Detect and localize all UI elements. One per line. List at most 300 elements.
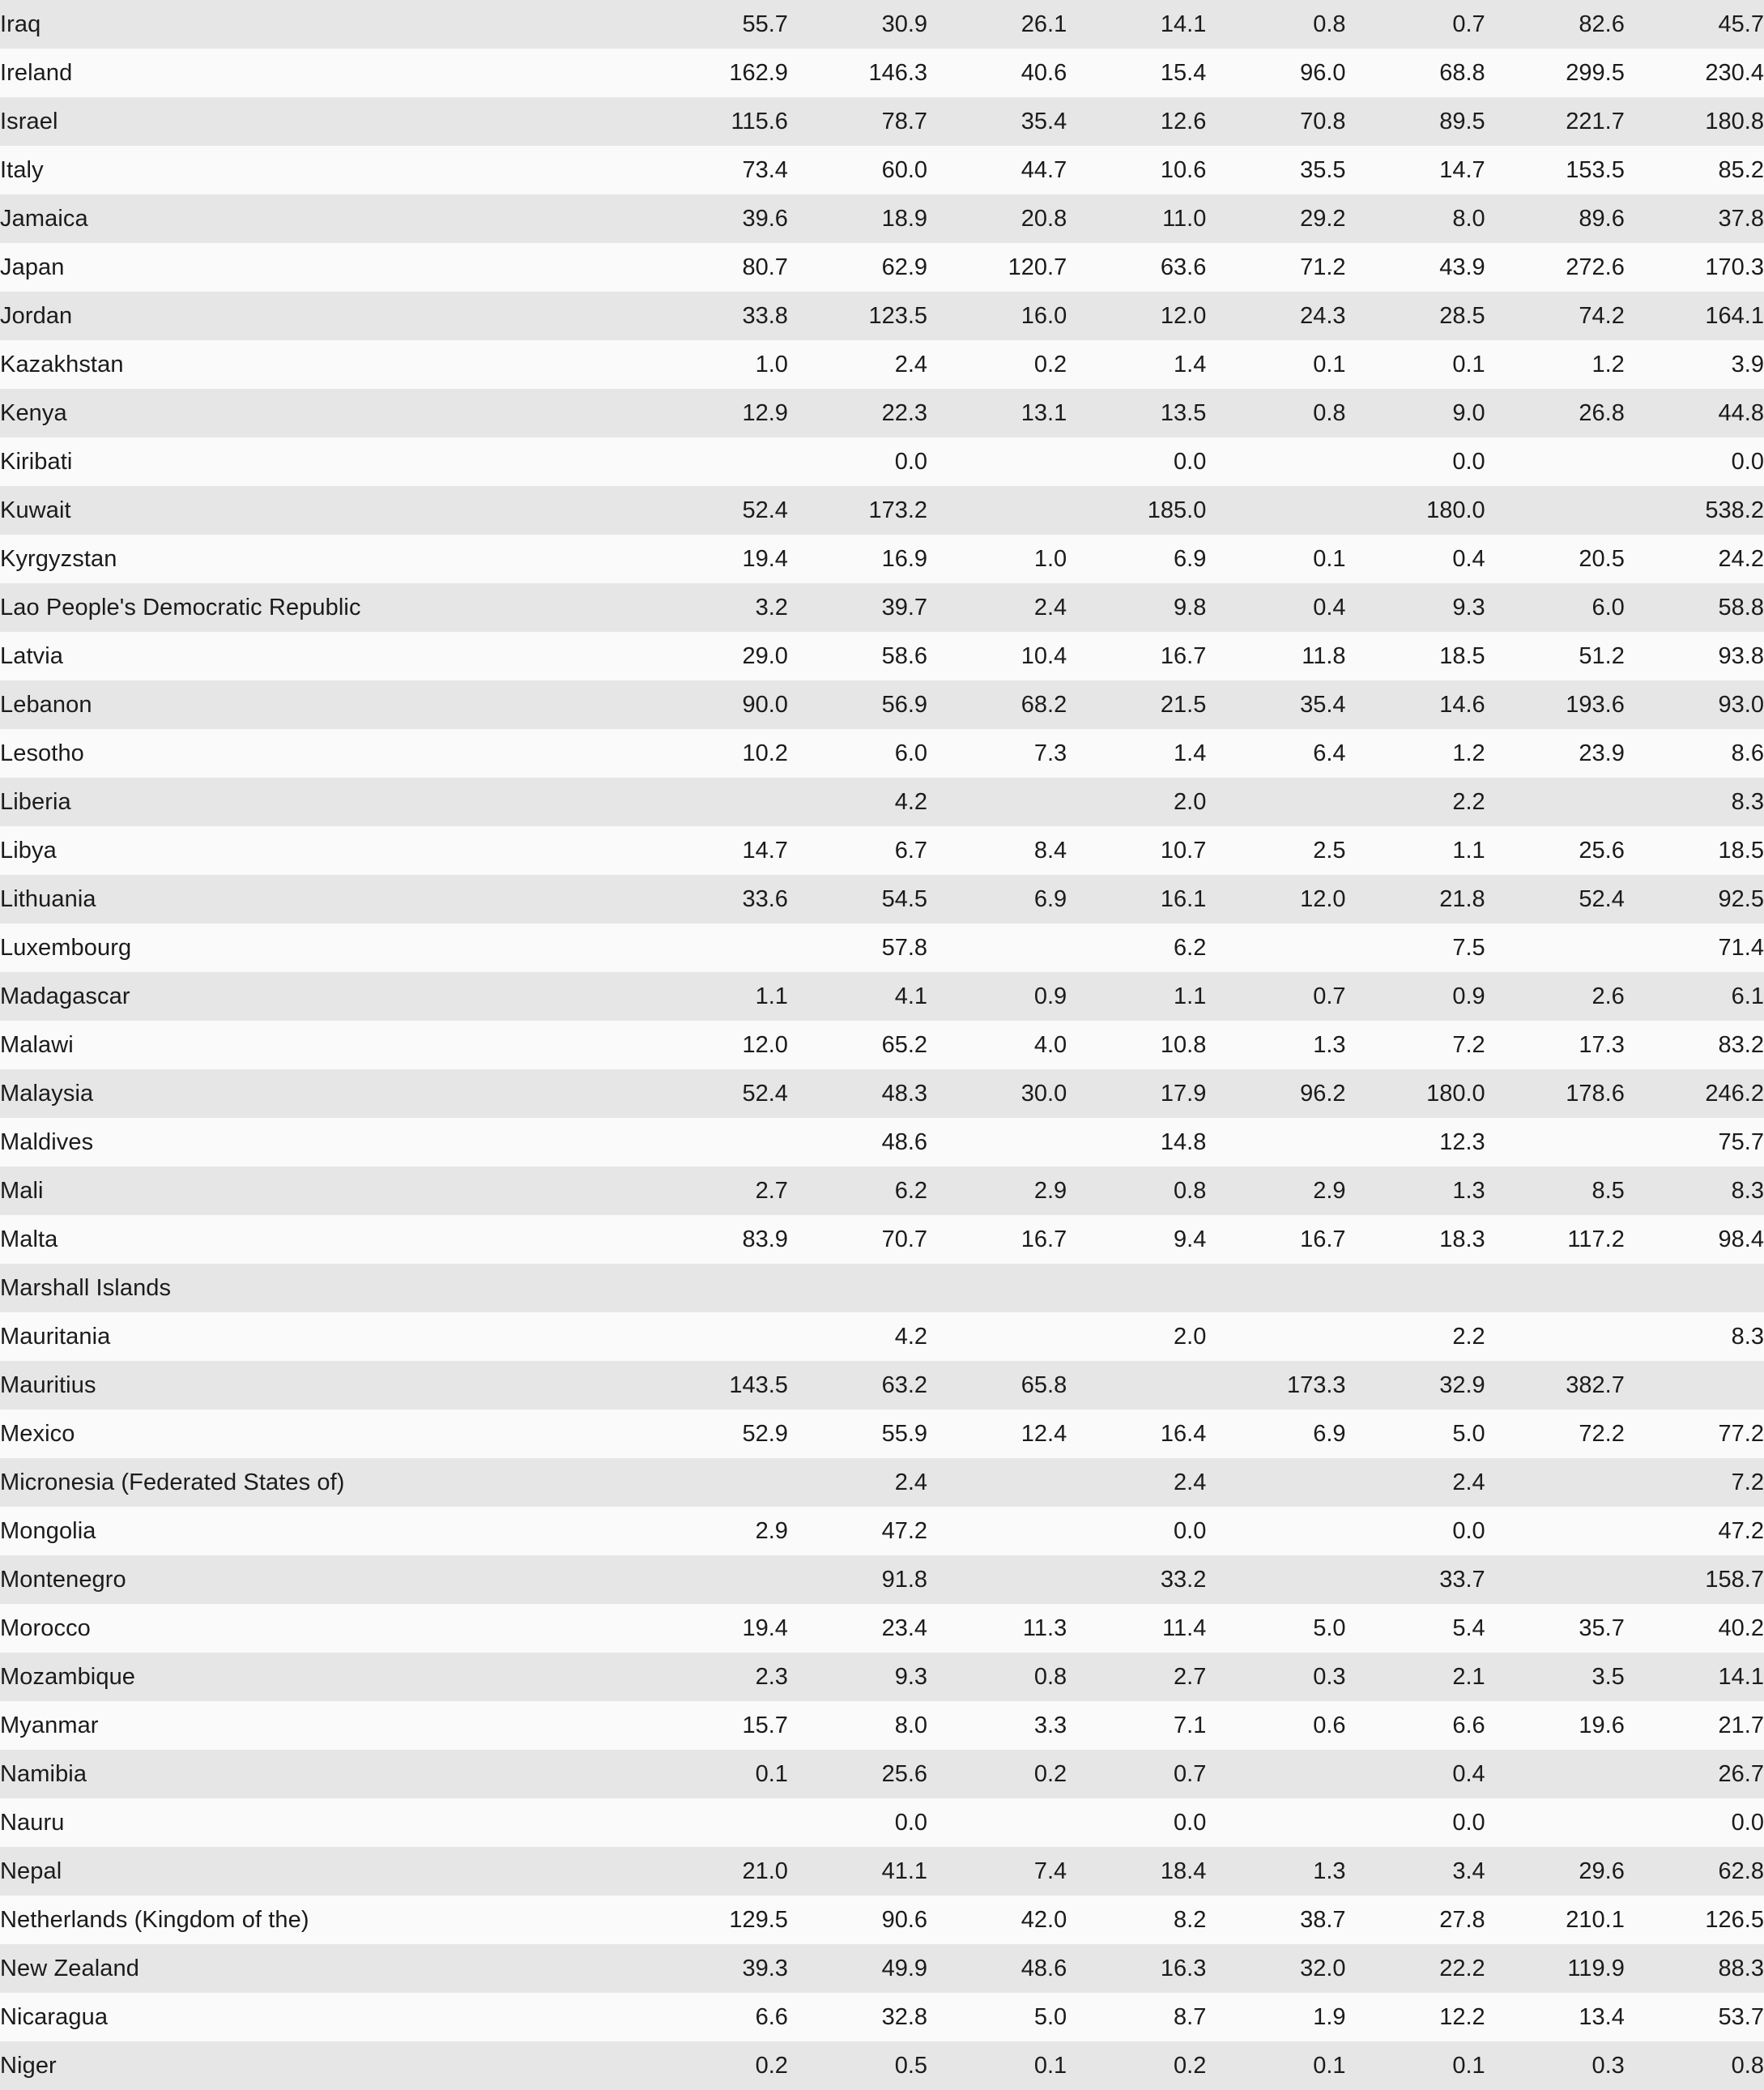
country-name-cell: Madagascar xyxy=(0,972,649,1021)
value-cell: 3.5 xyxy=(1485,1653,1625,1701)
table-row xyxy=(0,437,1764,486)
value-cell: 52.9 xyxy=(649,1410,788,1458)
value-cell: 49.9 xyxy=(788,1944,927,1993)
value-cell: 11.4 xyxy=(1067,1604,1206,1653)
value-cell: 16.7 xyxy=(1067,632,1206,680)
value-cell xyxy=(1206,1555,1345,1604)
country-name-cell: Latvia xyxy=(0,632,649,680)
value-cell: 1.1 xyxy=(1067,972,1206,1021)
value-cell xyxy=(1206,1458,1345,1507)
value-cell: 9.3 xyxy=(788,1653,927,1701)
value-cell: 1.0 xyxy=(927,535,1067,583)
value-cell xyxy=(1485,1312,1625,1361)
value-cell: 6.7 xyxy=(788,826,927,875)
table-row xyxy=(0,2041,1764,2090)
value-cell: 82.6 xyxy=(1485,0,1625,49)
value-cell: 33.2 xyxy=(1067,1555,1206,1604)
value-cell: 7.4 xyxy=(927,1847,1067,1896)
country-name-cell: Mali xyxy=(0,1167,649,1215)
value-cell: 89.5 xyxy=(1346,97,1485,146)
value-cell: 0.7 xyxy=(1206,972,1345,1021)
value-cell: 18.3 xyxy=(1346,1215,1485,1264)
value-cell: 299.5 xyxy=(1485,49,1625,97)
table-row xyxy=(0,1604,1764,1653)
value-cell xyxy=(1206,1118,1345,1167)
country-name-cell: Marshall Islands xyxy=(0,1264,649,1312)
value-cell: 57.8 xyxy=(788,923,927,972)
value-cell: 22.2 xyxy=(1346,1944,1485,1993)
table-row xyxy=(0,1896,1764,1944)
value-cell: 8.3 xyxy=(1625,1167,1764,1215)
value-cell: 0.8 xyxy=(1625,2041,1764,2090)
value-cell: 16.9 xyxy=(788,535,927,583)
value-cell xyxy=(927,1312,1067,1361)
value-cell: 164.1 xyxy=(1625,292,1764,340)
value-cell xyxy=(649,1798,788,1847)
country-name-cell: Nauru xyxy=(0,1798,649,1847)
value-cell: 52.4 xyxy=(649,1069,788,1118)
country-name-cell: Mauritius xyxy=(0,1361,649,1410)
table-row xyxy=(0,1993,1764,2041)
value-cell: 55.9 xyxy=(788,1410,927,1458)
value-cell: 33.8 xyxy=(649,292,788,340)
value-cell: 80.7 xyxy=(649,243,788,292)
value-cell: 246.2 xyxy=(1625,1069,1764,1118)
value-cell: 5.4 xyxy=(1346,1604,1485,1653)
value-cell: 16.4 xyxy=(1067,1410,1206,1458)
value-cell: 23.4 xyxy=(788,1604,927,1653)
value-cell xyxy=(649,1118,788,1167)
value-cell: 90.6 xyxy=(788,1896,927,1944)
value-cell: 0.0 xyxy=(1625,437,1764,486)
value-cell: 29.0 xyxy=(649,632,788,680)
value-cell: 70.7 xyxy=(788,1215,927,1264)
value-cell: 20.5 xyxy=(1485,535,1625,583)
value-cell: 3.4 xyxy=(1346,1847,1485,1896)
value-cell: 0.4 xyxy=(1206,583,1345,632)
value-cell: 7.2 xyxy=(1346,1021,1485,1069)
country-name-cell: Namibia xyxy=(0,1750,649,1798)
value-cell: 47.2 xyxy=(1625,1507,1764,1555)
value-cell: 52.4 xyxy=(649,486,788,535)
value-cell: 12.0 xyxy=(1206,875,1345,923)
value-cell: 0.0 xyxy=(1067,1798,1206,1847)
table-row xyxy=(0,680,1764,729)
value-cell xyxy=(1206,1750,1345,1798)
value-cell: 33.6 xyxy=(649,875,788,923)
value-cell: 5.0 xyxy=(1206,1604,1345,1653)
table-row xyxy=(0,972,1764,1021)
value-cell: 26.7 xyxy=(1625,1750,1764,1798)
value-cell: 9.3 xyxy=(1346,583,1485,632)
value-cell: 153.5 xyxy=(1485,146,1625,194)
value-cell: 93.0 xyxy=(1625,680,1764,729)
value-cell: 60.0 xyxy=(788,146,927,194)
value-cell: 88.3 xyxy=(1625,1944,1764,1993)
value-cell: 0.4 xyxy=(1346,1750,1485,1798)
value-cell: 1.1 xyxy=(649,972,788,1021)
table-row xyxy=(0,1944,1764,1993)
value-cell: 538.2 xyxy=(1625,486,1764,535)
value-cell: 6.0 xyxy=(788,729,927,778)
value-cell: 55.7 xyxy=(649,0,788,49)
value-cell: 83.2 xyxy=(1625,1021,1764,1069)
value-cell: 90.0 xyxy=(649,680,788,729)
value-cell: 6.6 xyxy=(1346,1701,1485,1750)
value-cell: 63.2 xyxy=(788,1361,927,1410)
value-cell xyxy=(1067,1361,1206,1410)
table-row xyxy=(0,1021,1764,1069)
value-cell: 2.1 xyxy=(1346,1653,1485,1701)
country-name-cell: Myanmar xyxy=(0,1701,649,1750)
table-row xyxy=(0,1507,1764,1555)
value-cell: 2.4 xyxy=(927,583,1067,632)
value-cell: 5.0 xyxy=(927,1993,1067,2041)
value-cell xyxy=(1485,923,1625,972)
value-cell: 221.7 xyxy=(1485,97,1625,146)
country-name-cell: Ireland xyxy=(0,49,649,97)
value-cell: 0.2 xyxy=(1067,2041,1206,2090)
value-cell: 6.0 xyxy=(1485,583,1625,632)
value-cell: 210.1 xyxy=(1485,1896,1625,1944)
value-cell: 9.0 xyxy=(1346,389,1485,437)
value-cell: 2.9 xyxy=(1206,1167,1345,1215)
value-cell xyxy=(1485,1798,1625,1847)
value-cell: 22.3 xyxy=(788,389,927,437)
table-row xyxy=(0,826,1764,875)
value-cell: 65.2 xyxy=(788,1021,927,1069)
value-cell: 158.7 xyxy=(1625,1555,1764,1604)
value-cell: 16.0 xyxy=(927,292,1067,340)
table-row xyxy=(0,778,1764,826)
country-name-cell: Nepal xyxy=(0,1847,649,1896)
value-cell: 1.3 xyxy=(1206,1021,1345,1069)
value-cell xyxy=(649,1264,788,1312)
value-cell: 0.8 xyxy=(1206,0,1345,49)
value-cell: 6.9 xyxy=(927,875,1067,923)
country-name-cell: Kenya xyxy=(0,389,649,437)
value-cell: 0.7 xyxy=(1346,0,1485,49)
value-cell xyxy=(927,1798,1067,1847)
table-row xyxy=(0,1361,1764,1410)
value-cell: 39.6 xyxy=(649,194,788,243)
value-cell: 54.5 xyxy=(788,875,927,923)
value-cell: 14.8 xyxy=(1067,1118,1206,1167)
value-cell: 30.9 xyxy=(788,0,927,49)
value-cell: 230.4 xyxy=(1625,49,1764,97)
value-cell xyxy=(649,923,788,972)
value-cell: 123.5 xyxy=(788,292,927,340)
value-cell: 14.7 xyxy=(1346,146,1485,194)
value-cell: 16.7 xyxy=(1206,1215,1345,1264)
value-cell xyxy=(1346,1264,1485,1312)
value-cell xyxy=(1485,486,1625,535)
value-cell: 45.7 xyxy=(1625,0,1764,49)
value-cell: 6.9 xyxy=(1067,535,1206,583)
value-cell: 0.2 xyxy=(927,340,1067,389)
value-cell: 2.2 xyxy=(1346,1312,1485,1361)
value-cell: 1.9 xyxy=(1206,1993,1345,2041)
value-cell: 0.0 xyxy=(1346,1507,1485,1555)
value-cell: 0.0 xyxy=(1067,437,1206,486)
value-cell: 18.4 xyxy=(1067,1847,1206,1896)
value-cell: 2.4 xyxy=(1346,1458,1485,1507)
country-name-cell: Mexico xyxy=(0,1410,649,1458)
value-cell xyxy=(649,1458,788,1507)
table-row xyxy=(0,1798,1764,1847)
value-cell: 0.5 xyxy=(788,2041,927,2090)
table-row xyxy=(0,1312,1764,1361)
value-cell: 1.1 xyxy=(1346,826,1485,875)
value-cell: 12.2 xyxy=(1346,1993,1485,2041)
value-cell: 13.4 xyxy=(1485,1993,1625,2041)
value-cell xyxy=(927,486,1067,535)
value-cell: 170.3 xyxy=(1625,243,1764,292)
value-cell: 6.6 xyxy=(649,1993,788,2041)
value-cell: 2.9 xyxy=(649,1507,788,1555)
value-cell: 30.0 xyxy=(927,1069,1067,1118)
table-row xyxy=(0,1069,1764,1118)
value-cell: 4.2 xyxy=(788,1312,927,1361)
value-cell: 8.7 xyxy=(1067,1993,1206,2041)
value-cell xyxy=(1485,778,1625,826)
value-cell: 0.0 xyxy=(788,437,927,486)
value-cell: 35.4 xyxy=(1206,680,1345,729)
value-cell: 12.0 xyxy=(649,1021,788,1069)
value-cell: 83.9 xyxy=(649,1215,788,1264)
value-cell: 185.0 xyxy=(1067,486,1206,535)
value-cell: 1.2 xyxy=(1485,340,1625,389)
table-row xyxy=(0,583,1764,632)
value-cell xyxy=(1485,1118,1625,1167)
value-cell: 56.9 xyxy=(788,680,927,729)
value-cell: 8.5 xyxy=(1485,1167,1625,1215)
value-cell: 91.8 xyxy=(788,1555,927,1604)
value-cell: 120.7 xyxy=(927,243,1067,292)
value-cell: 42.0 xyxy=(927,1896,1067,1944)
value-cell xyxy=(1485,1458,1625,1507)
value-cell: 3.3 xyxy=(927,1701,1067,1750)
value-cell: 18.5 xyxy=(1346,632,1485,680)
table-row xyxy=(0,1653,1764,1701)
value-cell: 4.0 xyxy=(927,1021,1067,1069)
value-cell: 5.0 xyxy=(1346,1410,1485,1458)
value-cell: 48.6 xyxy=(927,1944,1067,1993)
value-cell: 2.4 xyxy=(788,1458,927,1507)
value-cell: 1.0 xyxy=(649,340,788,389)
value-cell: 21.8 xyxy=(1346,875,1485,923)
table-row xyxy=(0,292,1764,340)
value-cell: 51.2 xyxy=(1485,632,1625,680)
value-cell: 0.3 xyxy=(1485,2041,1625,2090)
country-name-cell: Italy xyxy=(0,146,649,194)
country-name-cell: Malaysia xyxy=(0,1069,649,1118)
table-row xyxy=(0,1167,1764,1215)
country-name-cell: Micronesia (Federated States of) xyxy=(0,1458,649,1507)
value-cell: 10.2 xyxy=(649,729,788,778)
country-name-cell: Libya xyxy=(0,826,649,875)
value-cell: 71.2 xyxy=(1206,243,1345,292)
value-cell: 7.2 xyxy=(1625,1458,1764,1507)
value-cell: 8.3 xyxy=(1625,778,1764,826)
value-cell: 180.0 xyxy=(1346,1069,1485,1118)
value-cell: 29.6 xyxy=(1485,1847,1625,1896)
country-name-cell: Lebanon xyxy=(0,680,649,729)
country-name-cell: Lesotho xyxy=(0,729,649,778)
value-cell: 0.0 xyxy=(788,1798,927,1847)
value-cell: 70.8 xyxy=(1206,97,1345,146)
value-cell: 40.2 xyxy=(1625,1604,1764,1653)
value-cell xyxy=(1206,1264,1345,1312)
value-cell xyxy=(1485,1507,1625,1555)
value-cell xyxy=(1485,1750,1625,1798)
country-name-cell: Malawi xyxy=(0,1021,649,1069)
value-cell: 115.6 xyxy=(649,97,788,146)
value-cell: 126.5 xyxy=(1625,1896,1764,1944)
value-cell: 4.1 xyxy=(788,972,927,1021)
value-cell: 16.7 xyxy=(927,1215,1067,1264)
table-row xyxy=(0,49,1764,97)
table-row xyxy=(0,729,1764,778)
value-cell: 0.2 xyxy=(649,2041,788,2090)
value-cell: 19.4 xyxy=(649,1604,788,1653)
country-name-cell: Kiribati xyxy=(0,437,649,486)
value-cell: 62.9 xyxy=(788,243,927,292)
table-row xyxy=(0,1555,1764,1604)
value-cell: 0.1 xyxy=(927,2041,1067,2090)
value-cell: 65.8 xyxy=(927,1361,1067,1410)
value-cell: 11.8 xyxy=(1206,632,1345,680)
value-cell: 18.9 xyxy=(788,194,927,243)
value-cell xyxy=(1625,1264,1764,1312)
value-cell: 2.0 xyxy=(1067,1312,1206,1361)
value-cell: 1.3 xyxy=(1206,1847,1345,1896)
value-cell: 40.6 xyxy=(927,49,1067,97)
value-cell: 35.4 xyxy=(927,97,1067,146)
value-cell: 0.1 xyxy=(1206,340,1345,389)
value-cell: 0.8 xyxy=(927,1653,1067,1701)
value-cell: 0.9 xyxy=(927,972,1067,1021)
country-name-cell: Liberia xyxy=(0,778,649,826)
value-cell: 119.9 xyxy=(1485,1944,1625,1993)
value-cell: 0.8 xyxy=(1206,389,1345,437)
country-name-cell: Mongolia xyxy=(0,1507,649,1555)
value-cell: 2.0 xyxy=(1067,778,1206,826)
table-row xyxy=(0,389,1764,437)
value-cell: 47.2 xyxy=(788,1507,927,1555)
value-cell: 0.4 xyxy=(1346,535,1485,583)
value-cell: 382.7 xyxy=(1485,1361,1625,1410)
country-name-cell: Iraq xyxy=(0,0,649,49)
country-name-cell: Lao People's Democratic Republic xyxy=(0,583,649,632)
value-cell: 26.8 xyxy=(1485,389,1625,437)
value-cell: 8.0 xyxy=(788,1701,927,1750)
value-cell: 0.3 xyxy=(1206,1653,1345,1701)
value-cell: 0.1 xyxy=(1206,535,1345,583)
value-cell: 15.7 xyxy=(649,1701,788,1750)
table-row xyxy=(0,535,1764,583)
value-cell xyxy=(1067,1264,1206,1312)
value-cell: 92.5 xyxy=(1625,875,1764,923)
value-cell xyxy=(927,437,1067,486)
value-cell: 20.8 xyxy=(927,194,1067,243)
value-cell: 146.3 xyxy=(788,49,927,97)
table-row xyxy=(0,1410,1764,1458)
value-cell: 1.4 xyxy=(1067,729,1206,778)
value-cell: 0.9 xyxy=(1346,972,1485,1021)
country-name-cell: Mozambique xyxy=(0,1653,649,1701)
value-cell: 89.6 xyxy=(1485,194,1625,243)
table-row xyxy=(0,243,1764,292)
value-cell: 10.6 xyxy=(1067,146,1206,194)
value-cell: 11.3 xyxy=(927,1604,1067,1653)
value-cell: 0.1 xyxy=(1346,340,1485,389)
country-name-cell: Japan xyxy=(0,243,649,292)
value-cell: 14.1 xyxy=(1067,0,1206,49)
table-row xyxy=(0,1458,1764,1507)
value-cell xyxy=(1206,923,1345,972)
value-cell: 2.3 xyxy=(649,1653,788,1701)
value-cell: 10.7 xyxy=(1067,826,1206,875)
value-cell xyxy=(1485,1555,1625,1604)
country-name-cell: Kazakhstan xyxy=(0,340,649,389)
value-cell: 35.5 xyxy=(1206,146,1345,194)
value-cell: 72.2 xyxy=(1485,1410,1625,1458)
value-cell: 2.5 xyxy=(1206,826,1345,875)
value-cell xyxy=(649,778,788,826)
value-cell: 17.3 xyxy=(1485,1021,1625,1069)
country-name-cell: Maldives xyxy=(0,1118,649,1167)
value-cell: 13.1 xyxy=(927,389,1067,437)
value-cell xyxy=(788,1264,927,1312)
value-cell: 38.7 xyxy=(1206,1896,1345,1944)
value-cell: 26.1 xyxy=(927,0,1067,49)
value-cell: 12.9 xyxy=(649,389,788,437)
value-cell: 0.0 xyxy=(1067,1507,1206,1555)
value-cell: 62.8 xyxy=(1625,1847,1764,1896)
value-cell: 143.5 xyxy=(649,1361,788,1410)
value-cell xyxy=(927,778,1067,826)
value-cell: 2.6 xyxy=(1485,972,1625,1021)
table-row xyxy=(0,486,1764,535)
value-cell: 23.9 xyxy=(1485,729,1625,778)
value-cell xyxy=(1206,1312,1345,1361)
country-name-cell: Jamaica xyxy=(0,194,649,243)
value-cell: 0.7 xyxy=(1067,1750,1206,1798)
country-name-cell: Malta xyxy=(0,1215,649,1264)
table-row xyxy=(0,923,1764,972)
value-cell: 44.8 xyxy=(1625,389,1764,437)
value-cell: 25.6 xyxy=(788,1750,927,1798)
table-row xyxy=(0,1701,1764,1750)
value-cell: 2.2 xyxy=(1346,778,1485,826)
value-cell: 2.4 xyxy=(1067,1458,1206,1507)
value-cell: 25.6 xyxy=(1485,826,1625,875)
country-name-cell: Jordan xyxy=(0,292,649,340)
value-cell: 1.3 xyxy=(1346,1167,1485,1215)
value-cell: 1.2 xyxy=(1346,729,1485,778)
table-row xyxy=(0,1847,1764,1896)
country-name-cell: Nicaragua xyxy=(0,1993,649,2041)
value-cell: 193.6 xyxy=(1485,680,1625,729)
value-cell: 68.8 xyxy=(1346,49,1485,97)
value-cell: 12.0 xyxy=(1067,292,1206,340)
value-cell: 48.6 xyxy=(788,1118,927,1167)
value-cell: 0.0 xyxy=(1625,1798,1764,1847)
value-cell: 48.3 xyxy=(788,1069,927,1118)
value-cell: 13.5 xyxy=(1067,389,1206,437)
value-cell: 180.8 xyxy=(1625,97,1764,146)
